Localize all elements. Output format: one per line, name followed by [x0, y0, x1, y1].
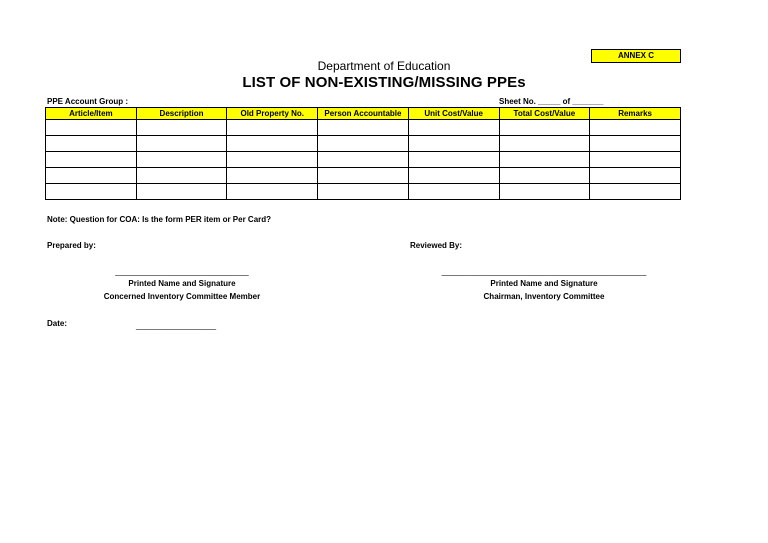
table-cell[interactable] — [136, 168, 227, 184]
table-cell[interactable] — [590, 168, 681, 184]
table-cell[interactable] — [499, 184, 590, 200]
table-cell[interactable] — [408, 136, 499, 152]
table-cell[interactable] — [318, 168, 409, 184]
table-cell[interactable] — [227, 184, 318, 200]
table-cell[interactable] — [227, 120, 318, 136]
table-cell[interactable] — [408, 152, 499, 168]
table-cell[interactable] — [136, 136, 227, 152]
table-header-row — [46, 108, 681, 120]
preparer-signature-block — [60, 267, 304, 301]
table-cell[interactable] — [318, 120, 409, 136]
table-cell[interactable] — [408, 120, 499, 136]
table-cell[interactable] — [318, 136, 409, 152]
page-title: LIST OF NON-EXISTING/MISSING PPEs — [242, 74, 526, 91]
annex-label: ANNEX C — [591, 49, 681, 63]
table-cell[interactable] — [46, 152, 137, 168]
ppe-table — [45, 107, 681, 200]
sheet-number-label: Sheet No. _____ of _______ — [499, 97, 604, 106]
column-header-person-accountable: Person Accountable — [318, 108, 409, 120]
column-header-old-property-no: Old Property No. — [227, 108, 318, 120]
table-cell[interactable] — [499, 120, 590, 136]
reviewed-by-label: Reviewed By: — [410, 241, 463, 250]
column-header-remarks: Remarks — [590, 108, 681, 120]
table-row — [46, 168, 681, 184]
table-cell[interactable] — [318, 152, 409, 168]
ppe-account-group-label: PPE Account Group : — [47, 97, 129, 106]
reviewer-signature-block — [420, 267, 668, 301]
reviewer-signature-line: ______________________________________________ — [441, 267, 647, 276]
table-cell[interactable] — [590, 184, 681, 200]
table-cell[interactable] — [46, 136, 137, 152]
table-cell[interactable] — [46, 168, 137, 184]
table-cell[interactable] — [590, 120, 681, 136]
table-cell[interactable] — [408, 168, 499, 184]
preparer-role: Concerned Inventory Committee Member — [103, 292, 261, 301]
table-cell[interactable] — [46, 120, 137, 136]
reviewer-printed-name-label: Printed Name and Signature — [490, 279, 598, 288]
column-header-unit-cost: Unit Cost/Value — [408, 108, 499, 120]
table-cell[interactable] — [227, 168, 318, 184]
table-row — [46, 184, 681, 200]
column-header-article: Article/Item — [46, 108, 137, 120]
prepared-by-label: Prepared by: — [47, 241, 96, 250]
table-cell[interactable] — [408, 184, 499, 200]
table-cell[interactable] — [136, 120, 227, 136]
table-row — [46, 120, 681, 136]
table-cell[interactable] — [590, 152, 681, 168]
table-cell[interactable] — [590, 136, 681, 152]
table-cell[interactable] — [136, 184, 227, 200]
date-label: Date: — [47, 319, 68, 328]
preparer-printed-name-label: Printed Name and Signature — [128, 279, 236, 288]
table-cell[interactable] — [227, 136, 318, 152]
table-cell[interactable] — [499, 152, 590, 168]
department-name: Department of Education — [317, 59, 451, 73]
table-cell[interactable] — [46, 184, 137, 200]
table-cell[interactable] — [227, 152, 318, 168]
column-header-description: Description — [136, 108, 227, 120]
column-header-total-cost: Total Cost/Value — [499, 108, 590, 120]
table-row — [46, 136, 681, 152]
preparer-signature-line: ______________________________ — [115, 267, 249, 276]
table-cell[interactable] — [499, 168, 590, 184]
reviewer-role: Chairman, Inventory Committee — [483, 292, 605, 301]
table-cell[interactable] — [318, 184, 409, 200]
table-row — [46, 152, 681, 168]
date-input-line[interactable]: __________________ — [136, 321, 217, 330]
coa-note: Note: Question for COA: Is the form PER item or Per Card? — [47, 215, 272, 224]
table-cell[interactable] — [136, 152, 227, 168]
table-cell[interactable] — [499, 136, 590, 152]
